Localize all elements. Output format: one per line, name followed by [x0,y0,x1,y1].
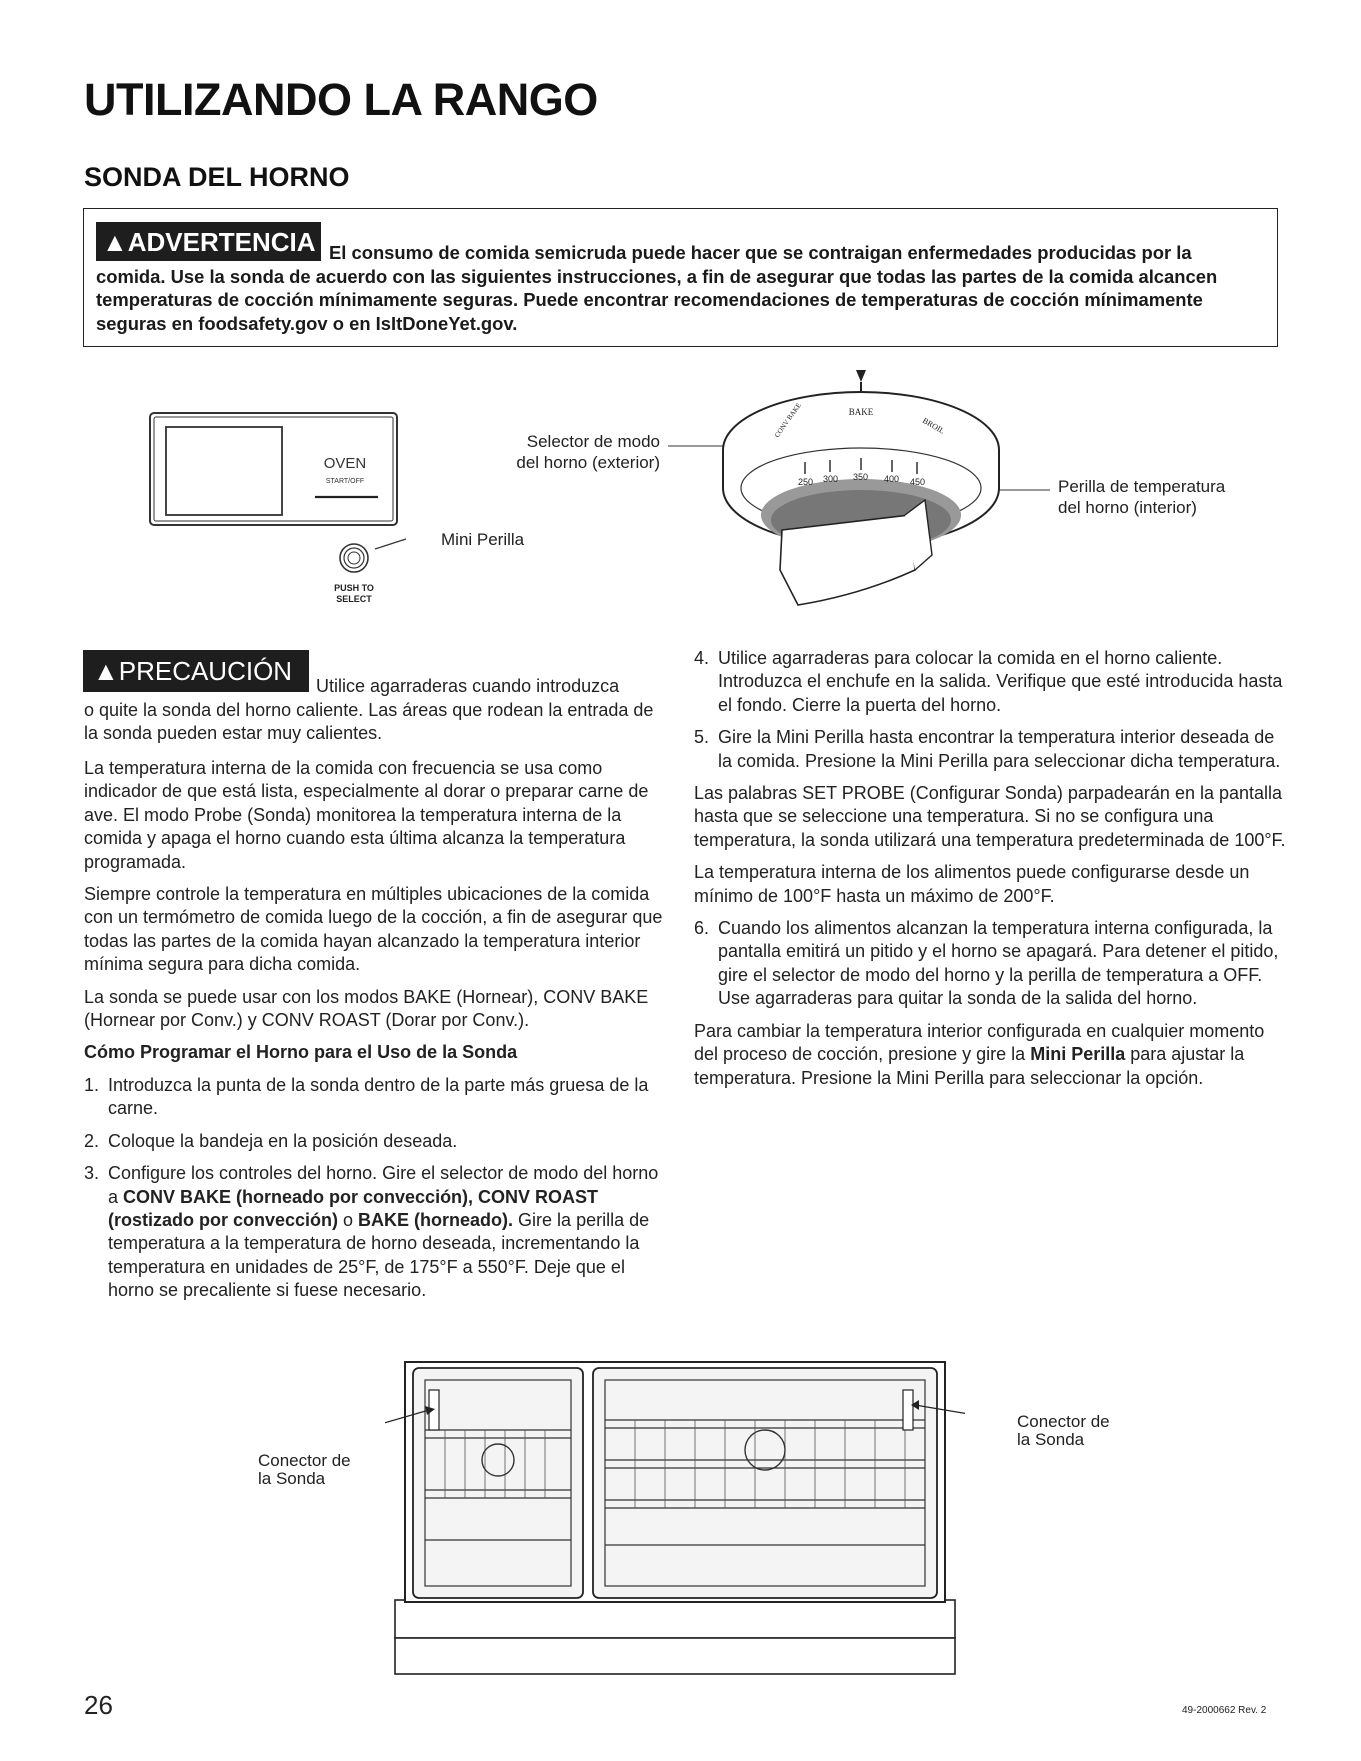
step-text: Introduzca la punta de la sonda dentro de la parte más gruesa de la carne. [108,1074,649,1119]
step-6 [694,917,1286,1011]
dial-temp-450: 450 [910,477,926,487]
dial-bake-label: BAKE [848,407,874,417]
dial-pointer-icon [856,370,866,382]
caution-text-rest: o quite la sonda del horno caliente. Las áreas que rodean la entrada de la sonda pueden estar muy calientes. [84,700,654,744]
mode-selector-label-2: del horno (exterior) [516,453,660,472]
oven-label: OVEN [323,455,367,472]
dial-temp-250: 250 [798,477,814,487]
caution-text-first: Utilice agarraderas cuando introduzca [316,676,620,696]
mini-knob-icon [340,544,368,572]
push-to-label: PUSH TO [334,583,374,593]
step-number: 5. [694,727,710,748]
inner-knob-shape [780,515,915,605]
control-panel-figure [140,405,410,620]
step-1 [84,1074,668,1121]
step-5 [694,726,1286,773]
start-off-label: START/OFF [325,478,365,485]
step-4 [694,647,1286,717]
step-number: 3. [84,1163,100,1184]
select-label: SELECT [336,594,372,604]
set-probe-paragraph: Las palabras SET PROBE (Configurar Sonda) parpadearán en la pantalla hasta que se seleccione una temperatura. Si no se configura una temperatura, la sonda utilizará una temperatura predeterminada de 100°F. [694,783,1286,850]
dial-temp-300: 300 [823,474,839,484]
step-2 [84,1130,668,1153]
temp-knob-label-2: del horno (interior) [1058,498,1197,517]
step-text: Configure los controles del horno. Gire el selector de modo del horno a CONV BAKE (horneado por convección), CONV ROAST (rostizado por convección) o BAKE (horneado). Gire la perilla de temperatura a la temperatura de horno deseada, incrementando la temperatura en unidades de 25°F, de 175°F a 550°F. Deje que el horno se precaliente si fuese necesario. [108,1163,659,1301]
caution-label: ▲PRECAUCIÓN [83,650,309,692]
step-number: 4. [694,648,710,668]
dial-broil-label: BROIL [921,415,947,436]
section-title: SONDA DEL HORNO [84,162,350,192]
oven-interior-figure [385,1360,965,1680]
dial-temp-350: 350 [853,472,869,482]
warning-text: El consumo de comida semicruda puede hacer que se contraigan enfermedades producidas por la comida. Use la sonda de acuerdo con las siguientes instrucciones, a fin de asegurar que todas las partes de la comida alcancen temperaturas de cocción mínimamente seguras. Puede encontrar recomendaciones de temperaturas de cocción mínimamente seguras en foodsafety.gov o en IsItDoneYet.gov. [96,242,1218,334]
modes-paragraph: La sonda se puede usar con los modos BAKE (Hornear), CONV BAKE (Hornear por Conv.) y CONV ROAST (Dorar por Conv.). [84,986,649,1031]
step-number: 2. [84,1130,100,1151]
temp-knob-label-1: Perilla de temperatura [1058,477,1226,496]
step-text: Coloque la bandeja en la posición deseada. [108,1130,458,1151]
step-3 [84,1162,668,1302]
right-connector-label-2: la Sonda [1017,1430,1085,1449]
display-screen [166,427,282,515]
right-cavity [593,1368,937,1598]
left-connector-label-1: Conector de [258,1451,351,1470]
warning-label: ▲ADVERTENCIA [96,222,321,261]
mini-knob-label: Mini Perilla [441,530,525,549]
procedure-heading: Cómo Programar el Horno para el Uso de la Sonda [84,1042,518,1063]
safety-paragraph: Siempre controle la temperatura en múltiples ubicaciones de la comida con un termómetro de comida luego de la cocción, a fin de asegurar que todas las partes de la comida hayan alcanzado la temperatura interior mínima segura para dicha comida. [84,884,663,975]
right-connector-label-1: Conector de [1017,1412,1110,1431]
left-column [84,757,668,1312]
step-text: Utilice agarraderas para colocar la comida en el horno caliente. Introduzca el enchufe en la salida. Verifique que esté introducida hasta el fondo. Cierre la puerta del horno. [718,648,1283,715]
left-connector-label-2: la Sonda [258,1469,326,1488]
step-text: Gire la Mini Perilla hasta encontrar la temperatura interior deseada de la comida. Presione la Mini Perilla para seleccionar dicha temperatura. [718,727,1281,771]
mode-selector-label-1: Selector de modo [526,432,660,451]
right-probe-connector [903,1390,913,1430]
oven-knob-figure [660,370,1060,615]
intro-paragraph: La temperatura interna de la comida con frecuencia se usa como indicador de que está lista, especialmente al dorar o preparar carne de ave. El modo Probe (Sonda) monitorea la temperatura interna de la comida y apaga el horno cuando esta última alcanza la temperatura programada. [84,758,649,872]
dial-conv-label: CONV BAKE [773,401,803,440]
right-column [694,647,1286,1099]
page-number: 26 [84,1690,113,1720]
dial-temp-400: 400 [884,474,900,484]
step-text: Cuando los alimentos alcanzan la temperatura interna configurada, la pantalla emitirá un pitido y el horno se apagará. Para detener el pitido, gire el selector de modo del horno y la perilla de temperatura a OFF. Use agarraderas para quitar la sonda de la salida del horno. [718,918,1279,1009]
page-title: UTILIZANDO LA RANGO [84,74,598,125]
document-code: 49-2000662 Rev. 2 [1182,1705,1267,1716]
step-number: 1. [84,1074,100,1095]
change-temp-paragraph: Para cambiar la temperatura interior configurada en cualquier momento del proceso de cocción, presione y gire la Mini Perilla para ajustar la temperatura. Presione la Mini Perilla para seleccionar la opción. [694,1020,1265,1088]
step-number: 6. [694,918,710,939]
temp-range-paragraph: La temperatura interna de los alimentos puede configurarse desde un mínimo de 100°F hasta un máximo de 200°F. [694,862,1250,906]
